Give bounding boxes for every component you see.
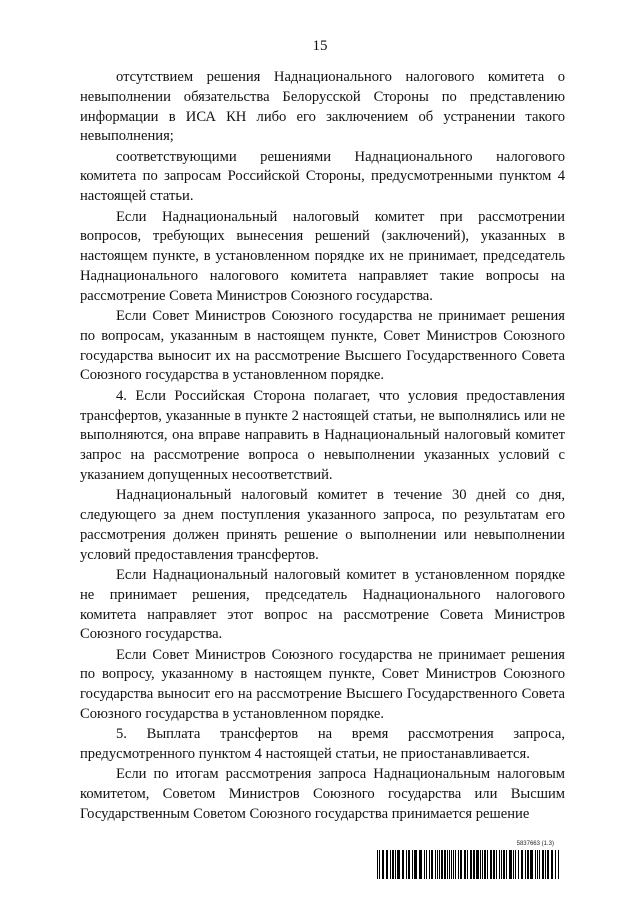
document-body <box>80 68 565 825</box>
barcode-icon <box>377 850 560 879</box>
document-code: 5837663 (1.3) <box>516 841 554 847</box>
paragraph: Если Совет Министров Союзного государства не принимает решения по вопросу, указанному в настоящем пункте, Совет Министров Союзного государства выносит его на рассмотрение Высшего Государственного Совета Союзного государства в установленном порядке. <box>80 646 565 722</box>
paragraph: 5. Выплата трансфертов на время рассмотрения запроса, предусмотренного пунктом 4 настоящей статьи, не приостанавливается. <box>80 726 565 763</box>
paragraph: Если Наднациональный налоговый комитет в установленном порядке не принимает решения, председатель Наднационального налогового комитета направляет этот вопрос на рассмотрение Совета Министров Союзного государства. <box>80 566 565 643</box>
paragraph: 4. Если Российская Сторона полагает, что условия предоставления трансфертов, указанные в пункте 2 настоящей статьи, не выполнялись или не выполняются, она вправе направить в Наднациональный налоговый комитет запрос на рассмотрение вопроса о невыполнении указанных условий с указанием допущенных несоответствий. <box>80 387 565 483</box>
page-number: 15 <box>312 38 328 54</box>
paragraph: отсутствием решения Наднационального налогового комитета о невыполнении обязательства Белорусской Стороны по представлению информации в ИСА КН либо его заключением об устранении такого невыполнения; <box>80 69 565 145</box>
paragraph: Наднациональный налоговый комитет в течение 30 дней со дня, следующего за днем поступления указанного запроса, по результатам его рассмотрения должен принять решение о выполнении или невыполнении условий предоставления трансфертов. <box>80 487 565 563</box>
paragraph: соответствующими решениями Наднационального налогового комитета по запросам Российской Стороны, предусмотренными пунктом 4 настоящей статьи. <box>80 148 565 205</box>
paragraph: Если Наднациональный налоговый комитет при рассмотрении вопросов, требующих вынесения решений (заключений), указанных в настоящем пункте, в установленном порядке их не принимает, председатель Наднационального налогового комитета направляет такие вопросы на рассмотрение Совета Министров Союзного государства. <box>80 208 565 304</box>
paragraph: Если по итогам рассмотрения запроса Наднациональным налоговым комитетом, Советом Министров Союзного государства или Высшим Государственным Советом Союзного государства принимается решение <box>80 766 565 822</box>
paragraph: Если Совет Министров Союзного государства не принимает решения по вопросам, указанным в настоящем пункте, Совет Министров Союзного государства выносит их на рассмотрение Высшего Государственного Совета Союзного государства в установленном порядке. <box>80 308 565 384</box>
